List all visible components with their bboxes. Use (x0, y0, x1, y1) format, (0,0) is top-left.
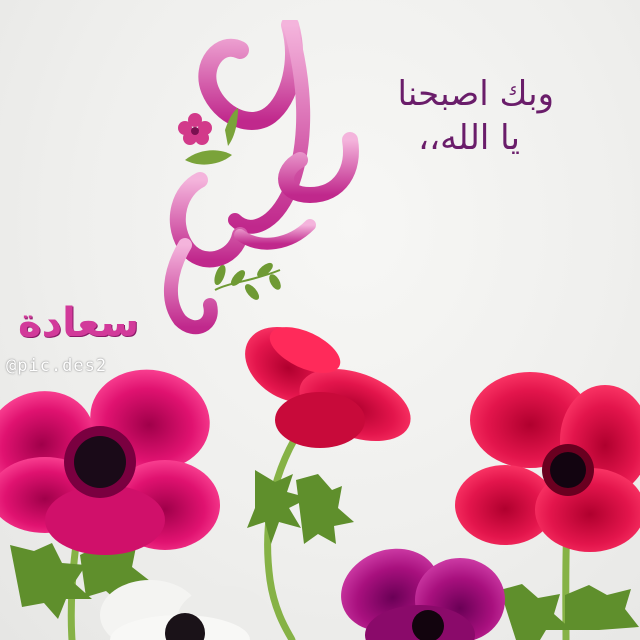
greeting-text (398, 72, 555, 160)
greeting-line-1: وبك اصبحنا (397, 74, 554, 114)
flower-bottom-purple (329, 535, 505, 640)
watermark: @pic.des2 (6, 356, 108, 376)
calligraphy-sabah-graphic (140, 20, 360, 340)
calligraphy-happiness-word: سعادة (18, 300, 140, 346)
greeting-line-2: يا الله،، (418, 118, 520, 158)
vine-ornament (213, 261, 283, 301)
flower-bottom-white (100, 580, 273, 640)
flower-left-magenta (0, 360, 220, 555)
flower-right-red (455, 372, 640, 552)
